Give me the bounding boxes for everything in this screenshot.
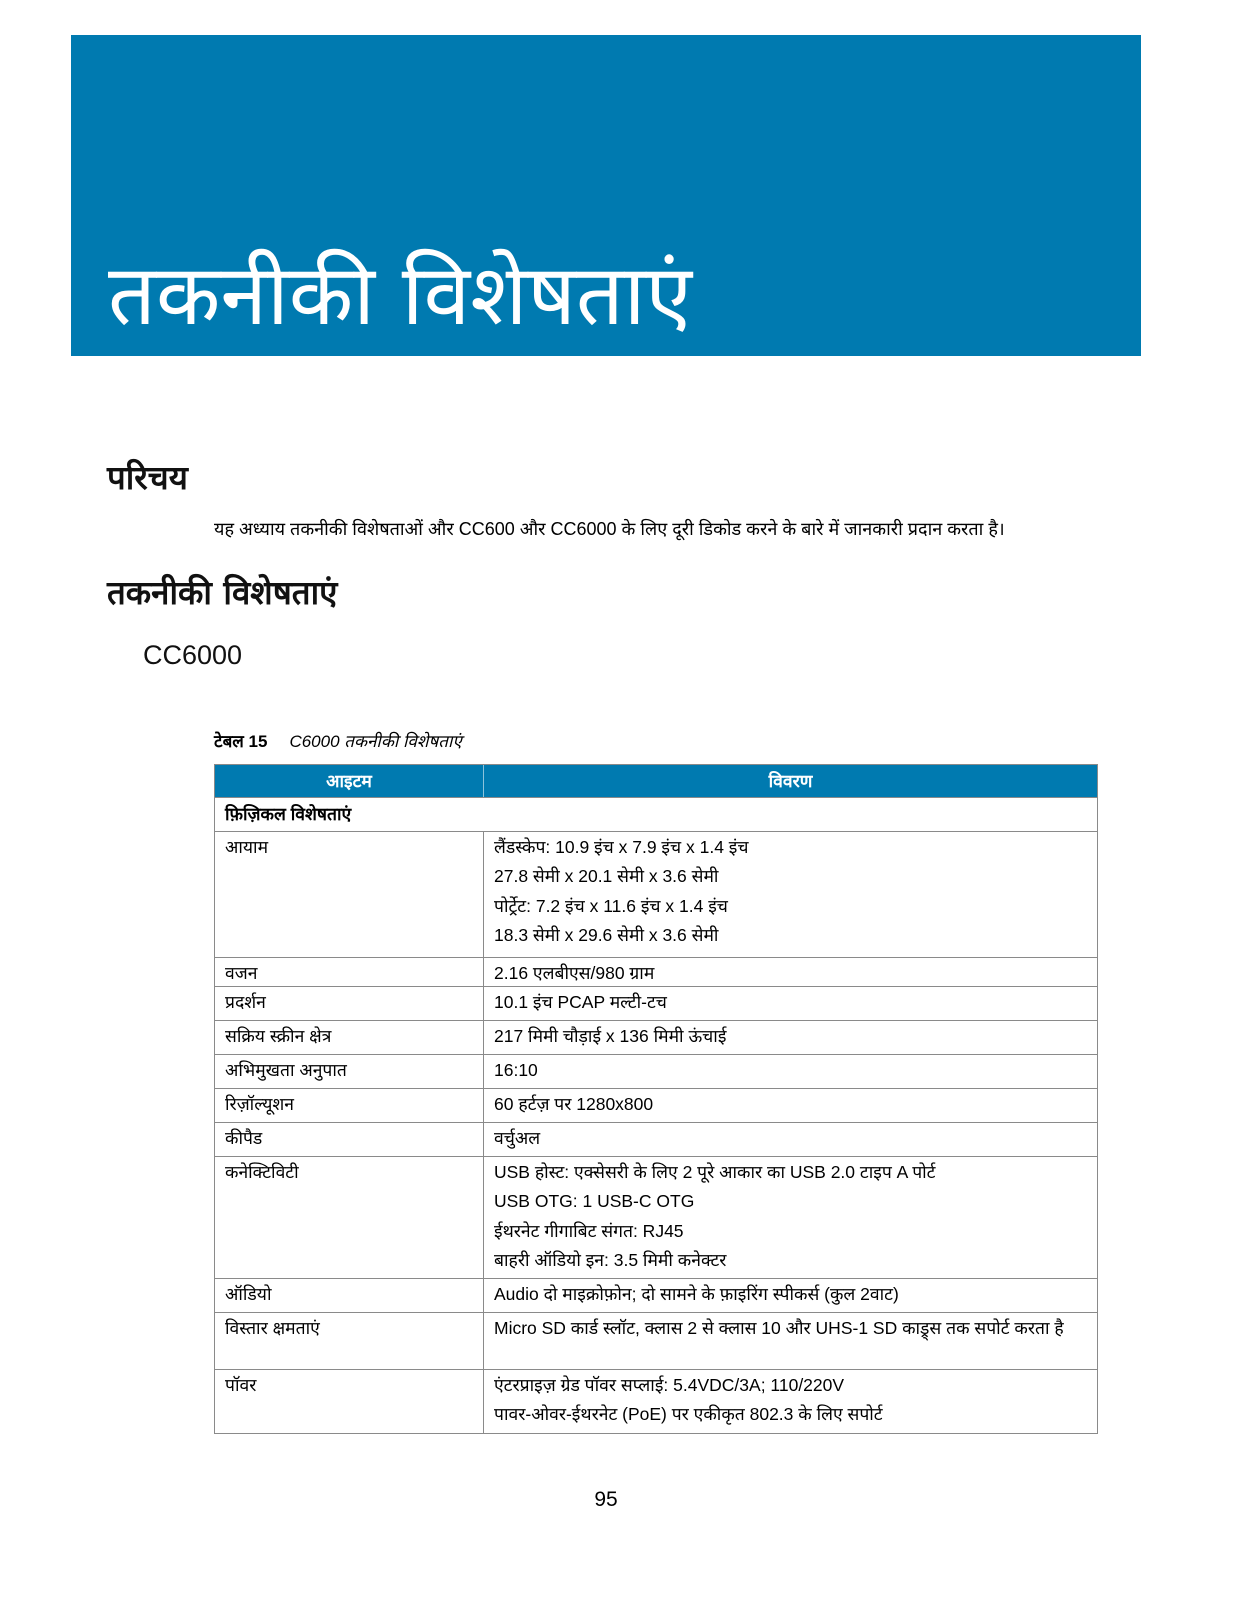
spec-value-line: 10.1 इंच PCAP मल्टी-टच [494,992,667,1012]
spec-item-label: ऑडियो [225,1284,272,1304]
spec-item-cell [215,1157,484,1278]
table-row [215,958,1097,987]
spec-item-label: वजन [225,963,258,983]
spec-table [214,764,1098,1434]
spec-value-cell [484,1370,1097,1433]
chapter-banner [71,35,1141,356]
spec-item-cell [215,1313,484,1369]
table-section-label: फ़िज़िकल विशेषताएं [225,804,352,824]
spec-value-line: पावर-ओवर-ईथरनेट (PoE) पर एकीकृत 802.3 के लिए सपोर्ट [494,1404,883,1425]
spec-value-cell [484,1279,1097,1312]
spec-value-line: 16:10 [494,1060,538,1080]
spec-item-cell [215,1370,484,1433]
spec-item-cell [215,987,484,1020]
table-header-row [215,765,1097,798]
spec-item-label: पॉवर [225,1375,257,1395]
spec-value-line: USB OTG: 1 USB-C OTG [494,1191,695,1212]
table-caption [214,730,462,754]
spec-item-label: अभिमुखता अनुपात [225,1060,347,1080]
table-row [215,832,1097,958]
table-row [215,1123,1097,1157]
spec-item-label: आयाम [225,837,269,857]
spec-item-cell [215,1123,484,1156]
spec-item-cell [215,958,484,986]
spec-value-line: USB होस्ट: एक्सेसरी के लिए 2 पूरे आकार का USB 2.0 टाइप A पोर्ट [494,1162,936,1182]
spec-value-cell [484,1055,1097,1088]
spec-item-cell [215,832,484,957]
spec-value-line: Audio दो माइक्रोफ़ोन; दो सामने के फ़ाइरिंग स्पीकर्स (कुल 2वाट) [494,1284,899,1304]
spec-item-label: प्रदर्शन [225,992,266,1012]
spec-value-cell [484,1157,1097,1278]
spec-value-cell [484,832,1097,957]
model-subheading: CC6000 [143,640,243,670]
spec-value-line: पोर्ट्रेट: 7.2 इंच x 11.6 इंच x 1.4 इंच [494,895,728,916]
spec-item-label: कीपैड [225,1128,263,1148]
table-header-item: आइटम [215,765,484,797]
spec-item-cell [215,1279,484,1312]
table-row [215,1313,1097,1370]
table-section-row [215,798,1097,832]
spec-value-line: 18.3 सेमी x 29.6 सेमी x 3.6 सेमी [494,924,719,945]
table-row [215,1279,1097,1313]
spec-value-line: 217 मिमी चौड़ाई x 136 मिमी ऊंचाई [494,1026,727,1046]
spec-item-cell [215,1089,484,1122]
spec-value-cell [484,1313,1097,1369]
table-caption-label: टेबल 15 [214,732,268,751]
spec-item-cell [215,1021,484,1054]
spec-value-line: ईथरनेट गीगाबिट संगत: RJ45 [494,1220,684,1241]
table-header-description: विवरण [768,771,813,791]
spec-value-line: Micro SD कार्ड स्लॉट, क्लास 2 से क्लास 10 और UHS-1 SD काड्र्स तक सपोर्ट करता है [494,1318,1064,1338]
spec-value-cell [484,1123,1097,1156]
spec-item-label: सक्रिय स्क्रीन क्षेत्र [225,1026,332,1046]
spec-value-line: बाहरी ऑडियो इन: 3.5 मिमी कनेक्टर [494,1249,727,1270]
spec-value-line: एंटरप्राइज़ ग्रेड पॉवर सप्लाई: 5.4VDC/3A; 110/220V [494,1375,845,1395]
spec-value-line: 27.8 सेमी x 20.1 सेमी x 3.6 सेमी [494,866,719,887]
spec-value-cell [484,1021,1097,1054]
table-row [215,1055,1097,1089]
table-row [215,987,1097,1021]
spec-item-cell [215,1055,484,1088]
intro-heading: परिचय [107,458,188,497]
spec-value-cell [484,987,1097,1020]
table-row [215,1021,1097,1055]
spec-value-cell [484,1089,1097,1122]
spec-item-label: कनेक्टिविटी [225,1162,299,1182]
spec-value-line: 60 हर्टज़ पर 1280x800 [494,1094,654,1114]
spec-item-label: विस्तार क्षमताएं [225,1318,320,1338]
spec-value-line: 2.16 एलबीएस/980 ग्राम [494,963,655,983]
chapter-title: तकनीकी विशेषताएं [108,246,692,344]
spec-item-label: रिज़ॉल्यूशन [225,1094,294,1114]
specs-heading: तकनीकी विशेषताएं [107,573,338,612]
spec-value-line: लैंडस्केप: 10.9 इंच x 7.9 इंच x 1.4 इंच [494,837,749,857]
table-row [215,1089,1097,1123]
table-caption-title: C6000 तकनीकी विशेषताएं [289,732,462,751]
table-row [215,1157,1097,1279]
intro-paragraph: यह अध्याय तकनीकी विशेषताओं और CC600 और CC6000 के लिए दूरी डिकोड करने के बारे में जानकारी प्रदान करता है। [214,519,1005,539]
spec-value-cell [484,958,1097,986]
page-number: 95 [594,1488,618,1511]
table-row [215,1370,1097,1433]
spec-value-line: वर्चुअल [494,1128,541,1148]
